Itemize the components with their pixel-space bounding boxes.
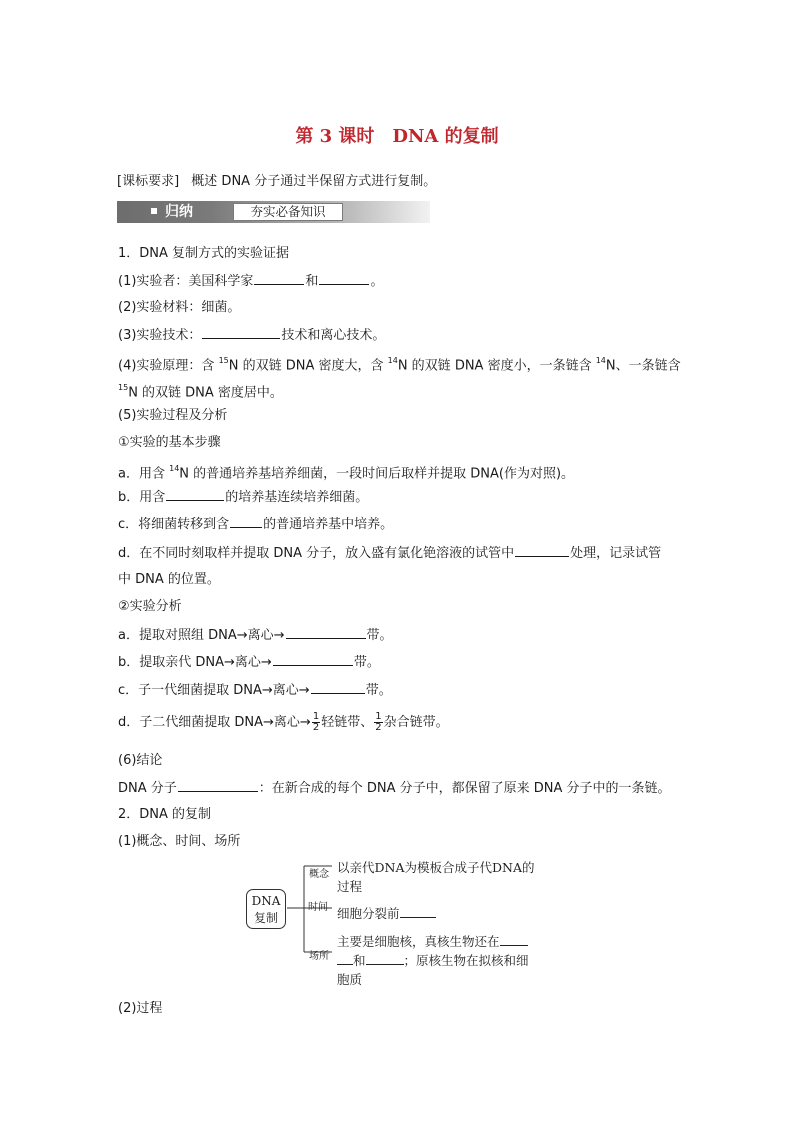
step-c: c．将细菌转移到含 的普通培养基中培养。 — [118, 517, 394, 532]
analysis-c: c．子一代细菌提取 DNA→离心→ 带。 — [118, 683, 392, 698]
dna-replication-box: DNA 复制 — [246, 889, 286, 929]
answer-blank[interactable] — [230, 515, 262, 528]
answer-blank[interactable] — [319, 272, 369, 285]
answer-blank[interactable] — [337, 953, 353, 965]
section-banner — [117, 201, 430, 223]
conclusion-heading: (6)结论 — [118, 753, 163, 768]
answer-blank[interactable] — [515, 544, 569, 557]
item-principle-line-2: $^{15}$N 的双链 DNA 密度居中。 — [118, 383, 283, 401]
conclusion-text: DNA 分子 ：在新合成的每个 DNA 分子中，都保留了原来 DNA 分子中的一条链。 — [118, 781, 671, 796]
answer-blank[interactable] — [254, 272, 304, 285]
analysis-d: d．子二代细菌提取 DNA→离心→ $\frac{1}{2}$ 轻链带、 $\frac{1}{2}$ 杂合链带。 — [118, 711, 449, 733]
place-text-2: 和 ；原核生物在拟核和细 — [337, 951, 529, 970]
concept-text-2: 过程 — [337, 879, 363, 894]
answer-blank[interactable] — [166, 488, 224, 501]
analysis-a: a．提取对照组 DNA→离心→ 带。 — [118, 628, 393, 643]
banner-left-label: 归纳 — [117, 201, 233, 223]
standard-tag: [课标要求] — [117, 174, 180, 189]
concept-text-1: 以亲代DNA为模板合成子代DNA的 — [337, 860, 535, 875]
answer-blank[interactable] — [366, 953, 404, 965]
analysis-b: b．提取亲代 DNA→离心→ 带。 — [118, 655, 380, 670]
label-place: 场所 — [309, 951, 329, 962]
item-materials: (2)实验材料：细菌。 — [118, 300, 241, 315]
item-principle-line-1: (4)实验原理：含 $^{15}$N 的双链 DNA 密度大，含 $^{14}$N 的双链 DNA 密度小，一条链含 $^{14}$N、一条链含 — [118, 356, 681, 374]
step-a: a．用含 $^{14}$N 的普通培养基培养细菌，一段时间后取样并提取 DNA(作为对照)。 — [118, 464, 575, 482]
answer-blank[interactable] — [311, 681, 365, 694]
fraction-half: $\frac{1}{2}$ — [312, 711, 320, 733]
fraction-half: $\frac{1}{2}$ — [375, 711, 382, 733]
process-heading: (2)过程 — [118, 1001, 163, 1016]
concept-time-place-heading: (1)概念、时间、场所 — [118, 834, 241, 849]
item-process-heading: (5)实验过程及分析 — [118, 408, 228, 423]
answer-blank[interactable] — [500, 934, 528, 946]
place-text-3: 胞质 — [337, 972, 363, 987]
item-technique: (3)实验技术： 技术和离心技术。 — [118, 328, 386, 343]
banner-right-label: 夯实必备知识 — [233, 203, 343, 221]
place-text-1: 主要是细胞核，真核生物还在 — [337, 932, 528, 951]
standard-text: 概述 DNA 分子通过半保留方式进行复制。 — [191, 174, 437, 189]
label-time: 时间 — [308, 902, 328, 913]
step-d-line-2: 中 DNA 的位置。 — [118, 572, 220, 587]
lesson-title: 第 3 课时 DNA 的复制 — [295, 126, 499, 147]
step-b: b．用含 的培养基连续培养细菌。 — [118, 490, 369, 505]
item-experimenters: (1)实验者：美国科学家 和 。 — [118, 274, 384, 289]
dna-replication-diagram — [244, 852, 554, 992]
answer-blank[interactable] — [202, 326, 280, 339]
section-1-heading: 1．DNA 复制方式的实验证据 — [118, 246, 290, 261]
answer-blank[interactable] — [273, 653, 353, 666]
answer-blank[interactable] — [178, 779, 258, 792]
step-d-line-1: d．在不同时刻取样并提取 DNA 分子，放入盛有氯化铯溶液的试管中 处理，记录试管 — [118, 546, 662, 561]
steps-heading: ①实验的基本步骤 — [118, 435, 221, 450]
section-2-heading: 2．DNA 的复制 — [118, 807, 212, 822]
answer-blank[interactable] — [286, 626, 366, 639]
label-concept: 概念 — [309, 869, 329, 880]
curriculum-standard — [117, 173, 436, 191]
analysis-heading: ②实验分析 — [118, 599, 182, 614]
answer-blank[interactable] — [400, 906, 436, 918]
time-text: 细胞分裂前 — [337, 904, 436, 923]
square-bullet-icon — [151, 208, 157, 214]
